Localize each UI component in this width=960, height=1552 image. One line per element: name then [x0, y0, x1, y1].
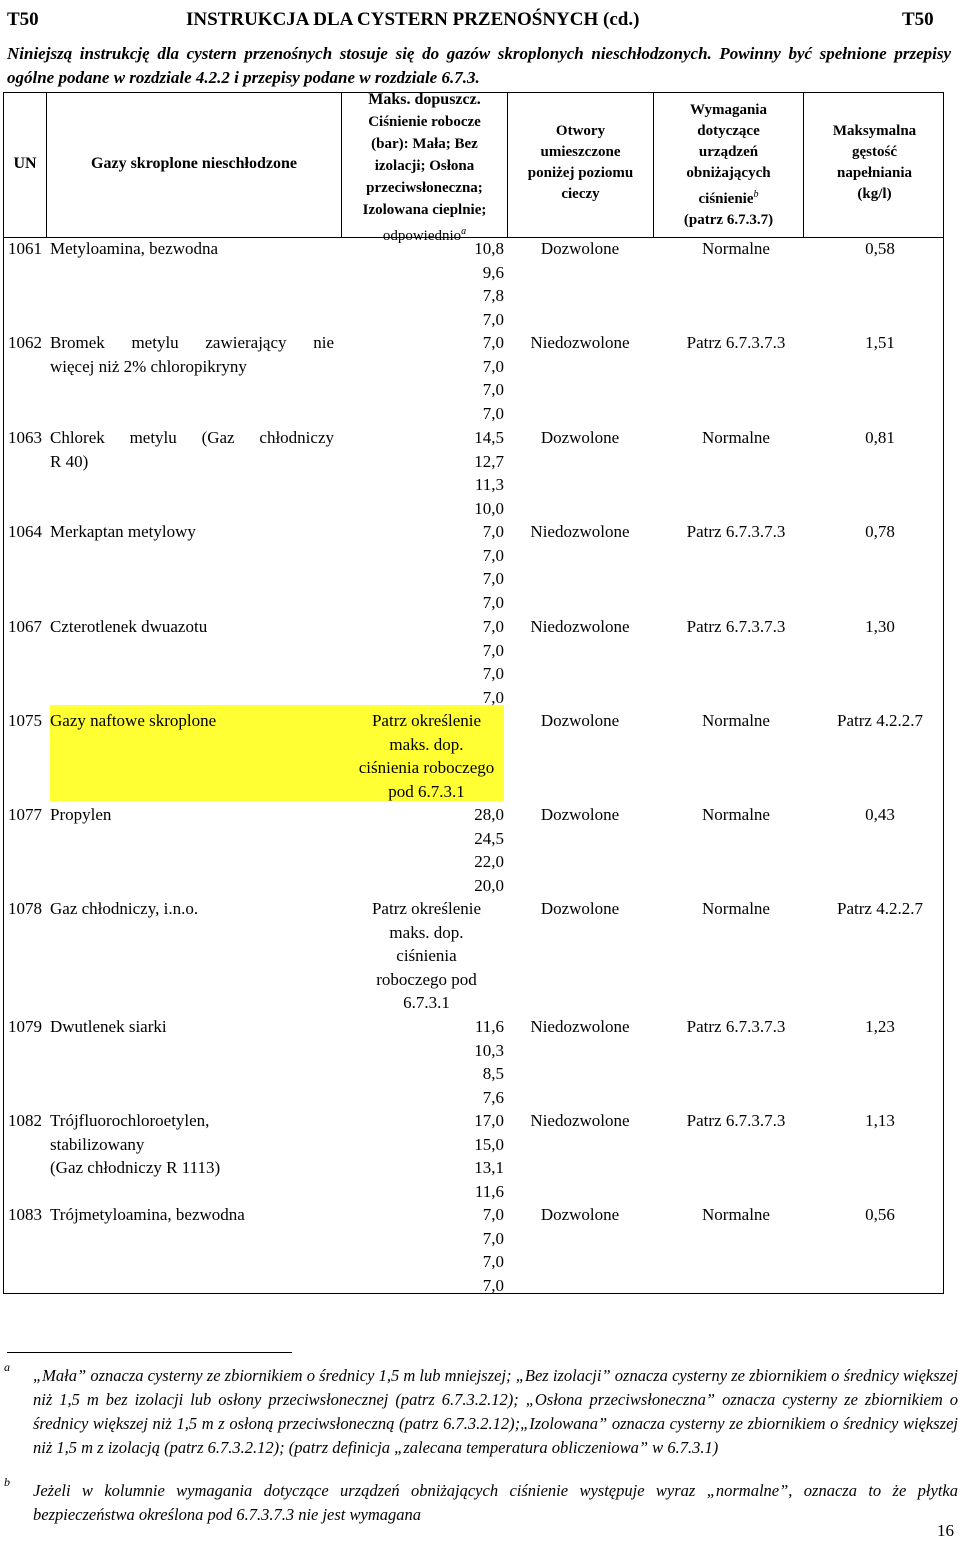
pressure-value: 7,0	[482, 1275, 504, 1295]
max-working-pressure	[349, 520, 504, 614]
max-working-pressure	[349, 426, 504, 520]
pressure-value: 8,5	[482, 1064, 504, 1083]
openings-below-liquid: Niedozwolone	[530, 1017, 630, 1036]
col-header-pressure: Maks. dopuszcz. Ciśnienie robocze (bar): Mała; Bez izolacji; Osłona przeciwsłoneczna; Izolowana cieplnie; odpowiednio$^a$	[362, 91, 487, 244]
max-filling-density: 1,30	[865, 617, 895, 636]
pressure-value: 11,3	[474, 475, 504, 494]
un-number: 1063	[8, 428, 42, 447]
pressure-value: pod 6.7.3.1	[388, 781, 465, 801]
footnote-a: „Mała” oznacza cysterny ze zbiornikiem o średnicy 1,5 m lub mniejszej; „Bez izolacji” oznacza cysterny ze zbiornikiem o średnicy większej niż 1,5 m bez izolacji lub osłony przeciwsłonecznej (patrz 6.7.3.2.12); „Osłona przeciwsłoneczna” oznacza cysterny ze zbiornikiem o średnicy większej niż 1,5 m z osłoną przeciwsłoneczną (patrz 6.7.3.2.12);„Izolowana” oznacza cysterny ze zbiornikiem o średnicy większej niż 1,5 m z izolacją (patrz 6.7.3.2.12); (patrz definicja „zalecana temperatura obliczeniowa” w 6.7.3.1)	[33, 1366, 958, 1457]
substance-name	[50, 1203, 334, 1227]
footnote-a-mark: a	[4, 1360, 10, 1374]
col-header-density: Maksymalna gęstość napełniania (kg/l)	[832, 123, 917, 202]
pressure-relief-requirement: Patrz 6.7.3.7.3	[686, 333, 786, 352]
max-filling-density: 0,58	[865, 239, 895, 258]
pressure-value: roboczego pod	[376, 969, 477, 989]
un-number: 1061	[8, 239, 42, 258]
pressure-relief-requirement: Normalne	[702, 711, 770, 730]
substance-name	[50, 426, 334, 473]
substance-name	[50, 331, 334, 378]
substance-name-line: Merkaptan metylowy	[50, 522, 196, 541]
pressure-relief-requirement: Normalne	[702, 899, 770, 918]
substance-name-line: Dwutlenek siarki	[50, 1017, 167, 1036]
openings-below-liquid: Dozwolone	[540, 805, 620, 824]
pressure-value: 7,8	[482, 286, 504, 305]
pressure-relief-requirement: Patrz 6.7.3.7.3	[686, 617, 786, 636]
substance-name-line: Chlorek metylu (Gaz chłodniczy	[50, 428, 334, 447]
footnote-rule	[7, 1352, 292, 1353]
pressure-value: 22,0	[474, 852, 504, 871]
substance-name	[50, 237, 334, 261]
pressure-value: 20,0	[474, 875, 504, 895]
max-working-pressure	[349, 615, 504, 709]
pressure-relief-requirement: Patrz 6.7.3.7.3	[686, 1111, 786, 1130]
substance-name-line: Gaz chłodniczy, i.n.o.	[50, 899, 199, 918]
col-header-un: UN	[13, 155, 37, 172]
substance-name	[50, 803, 334, 827]
pressure-value: 12,7	[474, 451, 504, 471]
pressure-value: 7,0	[482, 1205, 504, 1224]
pressure-value: 9,6	[482, 262, 504, 282]
page-title: INSTRUKCJA DLA CYSTERN PRZENOŚNYCH (cd.)	[186, 9, 640, 30]
col-header-openings: Otwory umieszczone poniżej poziomu cieczy	[527, 123, 634, 202]
substance-name-line: R 40)	[50, 451, 89, 471]
substance-name-line: (Gaz chłodniczy R 1113)	[50, 1158, 221, 1177]
pressure-relief-requirement: Normalne	[702, 239, 770, 258]
pressure-relief-requirement: Normalne	[702, 428, 770, 447]
un-number: 1079	[8, 1017, 42, 1036]
pressure-value: 7,0	[482, 403, 504, 423]
pressure-value: 7,0	[482, 687, 504, 707]
substance-name	[50, 1015, 334, 1039]
pressure-value: Patrz określenie	[371, 899, 482, 918]
pressure-value: 15,0	[474, 1134, 504, 1154]
pressure-value: 7,0	[482, 356, 504, 376]
substance-name-line: Metyloamina, bezwodna	[50, 239, 219, 258]
un-number: 1067	[8, 617, 42, 636]
un-number: 1082	[8, 1111, 42, 1130]
max-filling-density: Patrz 4.2.2.7	[837, 899, 923, 918]
pressure-value: 7,0	[482, 1252, 504, 1271]
substance-name-line: Gazy naftowe skroplone	[50, 711, 217, 730]
openings-below-liquid: Dozwolone	[540, 711, 620, 730]
substance-name-line: więcej niż 2% chloropikryny	[50, 356, 247, 376]
pressure-value: ciśnienia	[396, 946, 457, 965]
max-filling-density: 0,43	[865, 805, 895, 824]
openings-below-liquid: Dozwolone	[540, 239, 620, 258]
openings-below-liquid: Niedozwolone	[530, 617, 630, 636]
max-filling-density: 0,78	[865, 522, 895, 541]
pressure-relief-requirement: Patrz 6.7.3.7.3	[686, 522, 786, 541]
pressure-value: maks. dop.	[389, 922, 464, 942]
max-working-pressure	[349, 803, 504, 897]
pressure-value: 10,0	[474, 498, 504, 518]
substance-name-line: Trójmetyloamina, bezwodna	[50, 1205, 245, 1224]
pressure-value: 24,5	[474, 828, 504, 848]
footnote-b: Jeżeli w kolumnie wymagania dotyczące urządzeń obniżających ciśnienie występuje wyraz „normalne”, oznacza to że płytka bezpieczeństwa określona pod 6.7.3.7.3 nie jest wymagana	[33, 1481, 958, 1524]
pressure-value: 11,6	[474, 1181, 504, 1201]
max-working-pressure	[349, 709, 504, 803]
pressure-value: Patrz określenie	[371, 711, 482, 730]
max-filling-density: 0,81	[865, 428, 895, 447]
pressure-value: 14,5	[474, 428, 504, 447]
pressure-value: 7,0	[482, 640, 504, 660]
pressure-value: 7,0	[482, 309, 504, 329]
substance-name-line: Trójfluorochloroetylen,	[50, 1111, 210, 1130]
pressure-value: 7,0	[482, 522, 504, 541]
max-filling-density: 1,13	[865, 1111, 895, 1130]
pressure-value: 7,0	[482, 380, 504, 399]
pressure-value: 13,1	[474, 1158, 504, 1177]
un-number: 1062	[8, 333, 42, 352]
substance-name-line: stabilizowany	[50, 1134, 145, 1154]
intro-paragraph: Niniejszą instrukcję dla cystern przenośnych stosuje się do gazów skroplonych nieschłodzonych. Powinny być spełnione przepisy ogólne podane w rozdziale 4.2.2 i przepisy podane w rozdziale 6.7.3.	[7, 44, 951, 87]
max-working-pressure	[349, 1203, 504, 1297]
openings-below-liquid: Niedozwolone	[530, 1111, 630, 1130]
max-filling-density: 1,51	[865, 333, 895, 352]
pressure-value: 7,0	[482, 664, 504, 683]
openings-below-liquid: Dozwolone	[540, 899, 620, 918]
substance-name	[50, 615, 334, 639]
un-number: 1078	[8, 899, 42, 918]
pressure-value: 6.7.3.1	[403, 993, 450, 1012]
substance-name	[50, 520, 334, 544]
header-left-code: T50	[7, 9, 39, 30]
max-filling-density: 0,56	[865, 1205, 895, 1224]
max-working-pressure	[349, 897, 504, 1015]
page-number: 16	[937, 1521, 954, 1540]
openings-below-liquid: Dozwolone	[540, 428, 620, 447]
pressure-value: 10,8	[474, 239, 504, 258]
gas-table	[3, 92, 944, 1294]
pressure-relief-requirement: Normalne	[702, 805, 770, 824]
pressure-value: ciśnienia roboczego	[358, 758, 495, 777]
substance-name	[50, 709, 334, 733]
pressure-value: maks. dop.	[389, 734, 464, 754]
substance-name-line: Bromek metylu zawierający nie	[50, 333, 334, 352]
un-number: 1075	[8, 711, 42, 730]
openings-below-liquid: Niedozwolone	[530, 333, 630, 352]
openings-below-liquid: Dozwolone	[540, 1205, 620, 1224]
col-header-name: Gazy skroplone nieschłodzone	[91, 155, 297, 172]
pressure-value: 7,0	[482, 592, 504, 612]
pressure-value: 7,0	[482, 545, 504, 565]
un-number: 1064	[8, 522, 42, 541]
pressure-value: 10,3	[474, 1040, 504, 1060]
pressure-value: 11,6	[474, 1017, 504, 1036]
max-working-pressure	[349, 331, 504, 425]
pressure-relief-requirement: Patrz 6.7.3.7.3	[686, 1017, 786, 1036]
pressure-value: 7,0	[482, 617, 504, 636]
max-working-pressure	[349, 1109, 504, 1203]
max-filling-density: 1,23	[865, 1017, 895, 1036]
pressure-value: 28,0	[474, 805, 504, 824]
un-number: 1083	[8, 1205, 42, 1224]
un-number: 1077	[8, 805, 42, 824]
openings-below-liquid: Niedozwolone	[530, 522, 630, 541]
max-filling-density: Patrz 4.2.2.7	[837, 711, 923, 730]
pressure-value: 7,0	[482, 569, 504, 588]
header-right-code: T50	[902, 9, 934, 30]
substance-name	[50, 1109, 334, 1180]
max-working-pressure	[349, 237, 504, 331]
max-working-pressure	[349, 1015, 504, 1109]
footnote-b-mark: b	[4, 1475, 10, 1489]
pressure-value: 7,6	[482, 1087, 504, 1107]
pressure-value: 17,0	[474, 1111, 504, 1130]
pressure-value: 7,0	[482, 333, 504, 352]
pressure-relief-requirement: Normalne	[702, 1205, 770, 1224]
col-header-pressure-relief: Wymagania dotyczące urządzeń obniżających ciśnienie$^b$ (patrz 6.7.3.7)	[683, 102, 774, 228]
substance-name-line: Czterotlenek dwuazotu	[50, 617, 208, 636]
substance-name-line: Propylen	[50, 805, 112, 824]
pressure-value: 7,0	[482, 1228, 504, 1248]
substance-name	[50, 897, 334, 921]
